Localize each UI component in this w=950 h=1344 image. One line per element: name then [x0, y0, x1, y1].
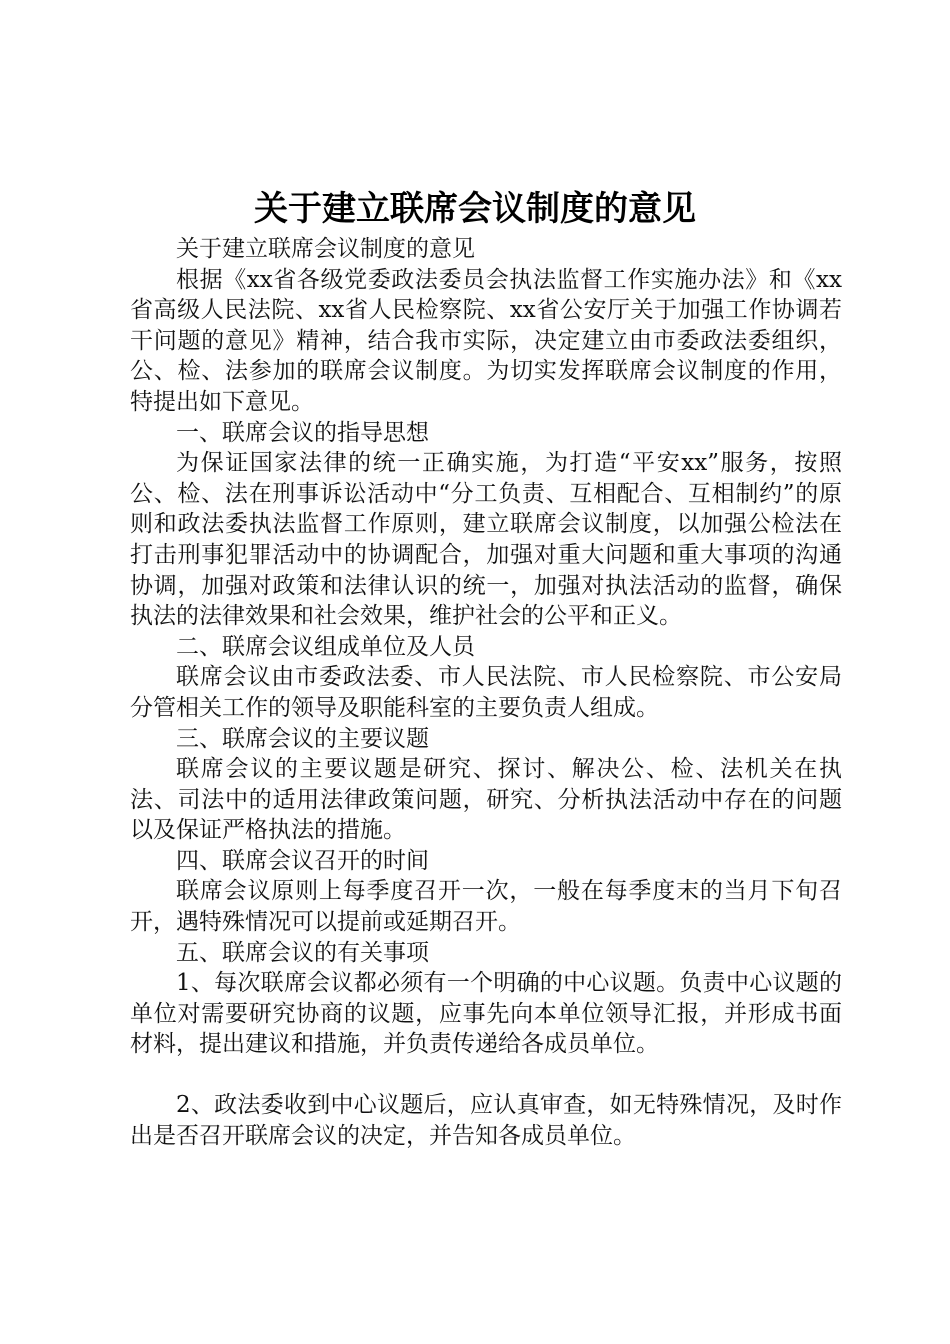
body-paragraph-2: 联席会议由市委政法委、市人民法院、市人民检察院、市公安局分管相关工作的领导及职能科室的主要负责人组成。	[130, 664, 842, 721]
section-heading-4: 四、联席会议召开的时间	[176, 847, 429, 874]
body-paragraph-subtitle: 关于建立联席会议制度的意见	[176, 236, 475, 262]
section-heading-5: 五、联席会议的有关事项	[176, 939, 429, 966]
section-heading-1: 一、联席会议的指导思想	[176, 419, 429, 446]
list-item-2: 2、政法委收到中心议题后，应认真审查，如无特殊情况，及时作出是否召开联席会议的决定，并告知各成员单位。	[130, 1092, 842, 1149]
body-paragraph-3: 联席会议的主要议题是研究、探讨、解决公、检、法机关在执法、司法中的适用法律政策问题，研究、分析执法活动中存在的问题以及保证严格执法的措施。	[130, 756, 842, 844]
list-item-1: 1、每次联席会议都必须有一个明确的中心议题。负责中心议题的单位对需要研究协商的议题，应事先向本单位领导汇报，并形成书面材料，提出建议和措施，并负责传递给各成员单位。	[130, 970, 842, 1058]
section-heading-2: 二、联席会议组成单位及人员	[176, 633, 475, 660]
section-heading-3: 三、联席会议的主要议题	[176, 725, 429, 752]
document-title: 关于建立联席会议制度的意见	[254, 189, 696, 229]
document-body	[130, 234, 842, 1151]
body-paragraph-1: 为保证国家法律的统一正确实施，为打造“平安xx”服务，按照公、检、法在刑事诉讼活动中“分工负责、互相配合、互相制约”的原则和政法委执法监督工作原则，建立联席会议制度，以加强公检法在打击刑事犯罪活动中的协调配合，加强对重大问题和重大事项的沟通协调，加强对政策和法律认识的统一，加强对执法活动的监督，确保执法的法律效果和社会效果，维护社会的公平和正义。	[130, 450, 842, 630]
body-paragraph-4: 联席会议原则上每季度召开一次，一般在每季度末的当月下旬召开，遇特殊情况可以提前或延期召开。	[130, 878, 842, 936]
body-paragraph-intro: 根据《xx省各级党委政法委员会执法监督工作实施办法》和《xx省高级人民法院、xx省人民检察院、xx省公安厅关于加强工作协调若干问题的意见》精神，结合我市实际，决定建立由市委政法委组织，公、检、法参加的联席会议制度。为切实发挥联席会议制度的作用，特提出如下意见。	[130, 266, 842, 415]
